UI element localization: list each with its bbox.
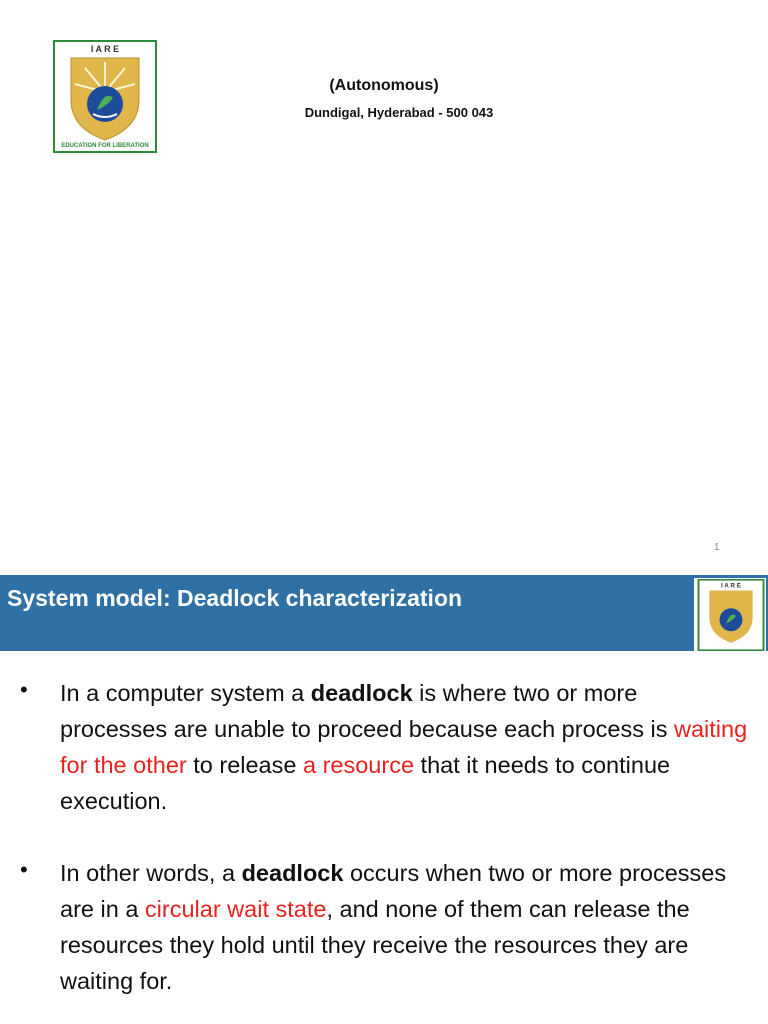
address: Dundigal, Hyderabad - 500 043 [304,105,494,120]
bullet-marker: • [20,677,28,702]
deadlock-term: deadlock [241,860,344,886]
highlight-waiting: waiting for the other [60,716,748,778]
circular-wait-paragraph: In other words, a deadlock occurs when two or more processes are in a circular wait state, and none of them can release the resources they hold until they receive the resources they are waiting for. [60,860,727,994]
page-number: 1 [714,542,720,553]
autonomous-label: (Autonomous) [329,77,439,94]
logo-motto: EDUCATION FOR LIBERATION [61,143,149,149]
bullet-marker: • [20,857,28,882]
highlight-circular-wait: circular wait state [144,896,327,922]
iare-small-logo-icon [697,579,765,651]
slide-title: System model: Deadlock characterization [7,585,463,611]
iare-logo [53,40,157,153]
highlight-resource: a resource [302,752,415,778]
deadlock-definition-paragraph: In a computer system a deadlock is where two or more processes are unable to proceed because each process is waiting for the other to release a resource that it needs to continue execution. [60,680,748,814]
deadlock-term: deadlock [310,680,413,706]
small-logo-text: I A R E [720,582,742,590]
logo-text: I A R E [90,44,120,54]
